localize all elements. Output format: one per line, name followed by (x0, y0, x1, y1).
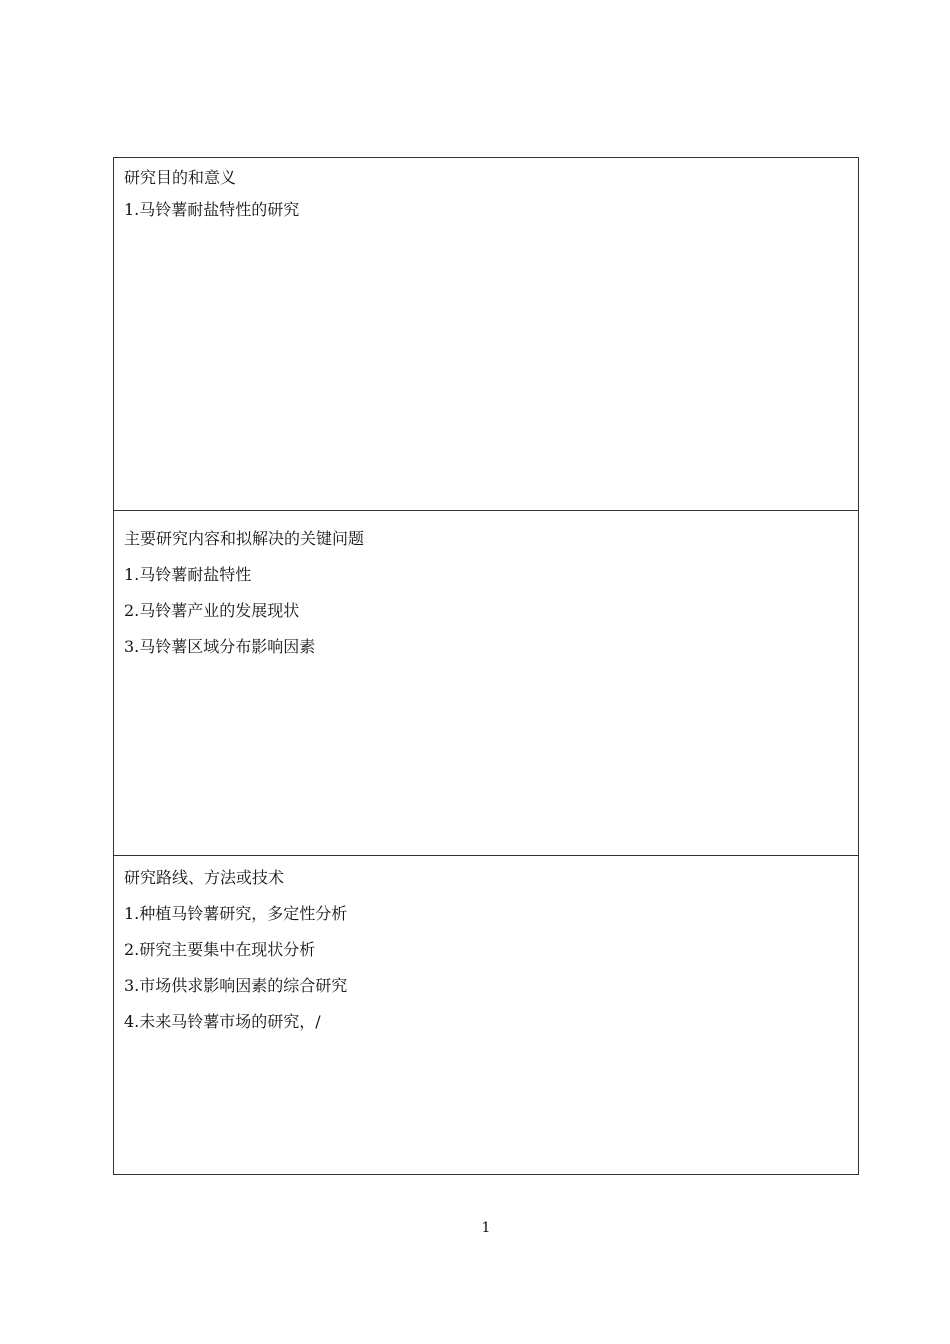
list-item: 2.研究主要集中在现状分析 (124, 940, 316, 959)
section-heading: 研究目的和意义 (124, 168, 237, 187)
page-number: 1 (481, 1220, 491, 1236)
section-purpose (114, 158, 858, 511)
section-heading: 研究路线、方法或技术 (124, 868, 285, 887)
section-method (114, 856, 858, 1174)
list-item: 3.马铃薯区域分布影响因素 (124, 637, 316, 656)
list-item: 3.市场供求影响因素的综合研究 (124, 976, 348, 995)
list-item: 2.马铃薯产业的发展现状 (124, 601, 300, 620)
list-item: 1.马铃薯耐盐特性 (124, 565, 252, 584)
list-item: 1.种植马铃薯研究，多定性分析 (124, 904, 348, 923)
list-item: 4.未来马铃薯市场的研究，/ (124, 1012, 321, 1031)
proposal-form-table (113, 157, 859, 1175)
list-item: 1.马铃薯耐盐特性的研究 (124, 200, 300, 219)
section-content (114, 511, 858, 856)
section-heading: 主要研究内容和拟解决的关键问题 (124, 529, 365, 548)
